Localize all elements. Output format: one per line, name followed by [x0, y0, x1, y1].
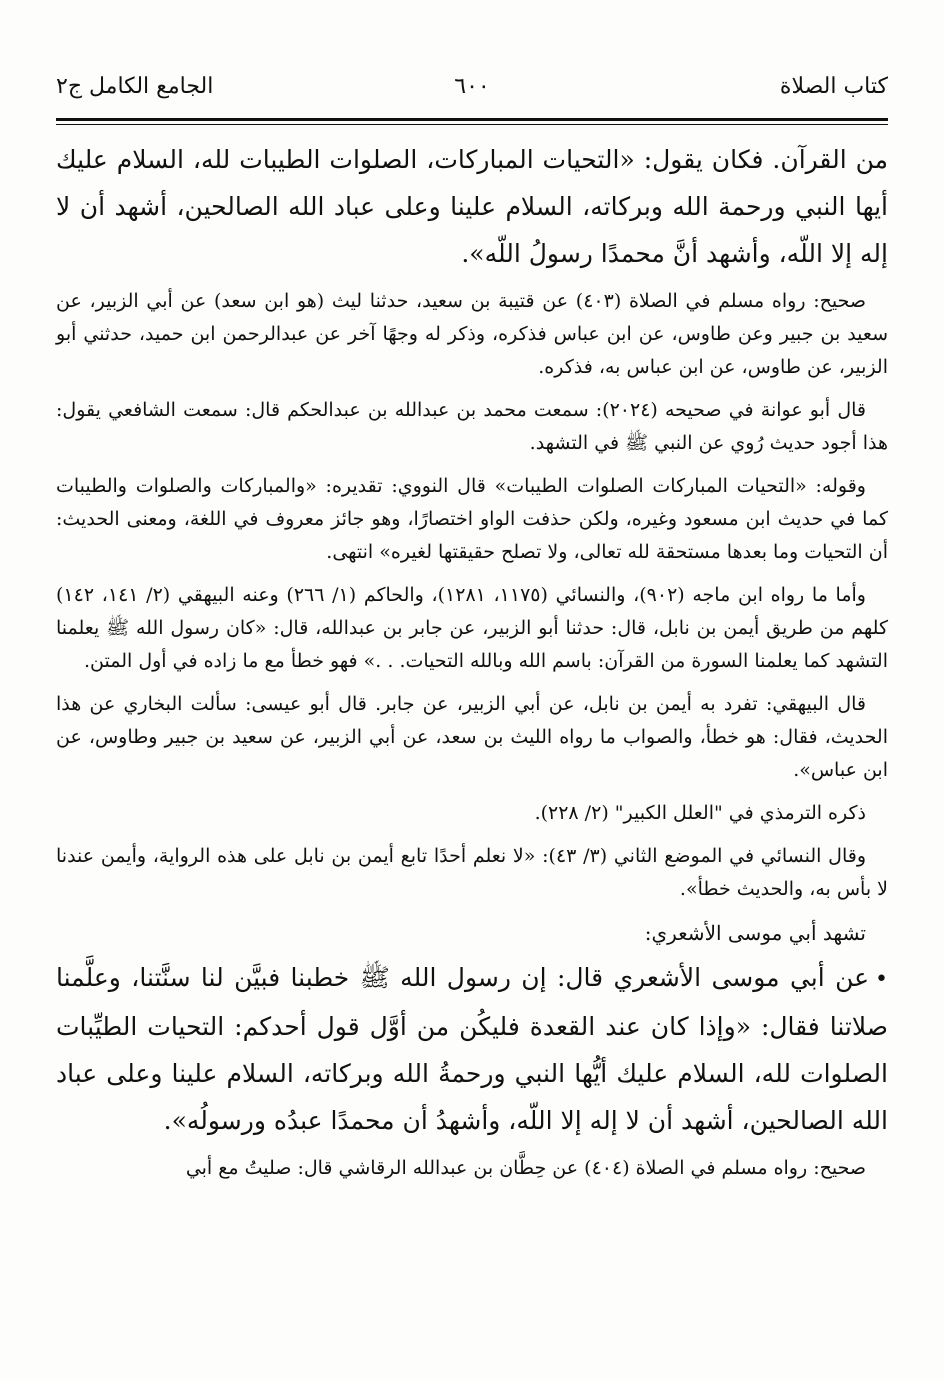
header-rule-thick — [56, 118, 888, 121]
bullet-icon: • — [875, 967, 888, 992]
book-title: كتاب الصلاة — [779, 74, 888, 99]
commentary-note: ذكره الترمذي في "العلل الكبير" (٢/ ٢٢٨). — [534, 802, 866, 824]
takhrij-note: صحيح: رواه مسلم في الصلاة (٤٠٣) عن قتيبة بن سعيد، حدثنا ليث (هو ابن سعد) عن أبي الزبير، عن سعيد بن جبير وعن طاوس، عن ابن عباس فذكره، وذكر له وجهًا آخر عن عبدالرحمن ابن حميد، حدثني أبو الزبير، عن طاوس، عن ابن عباس به، فذكره. — [56, 290, 888, 378]
hadith-text — [56, 954, 888, 1144]
section-heading: تشهد أبي موسى الأشعري: — [644, 921, 866, 945]
commentary-note: قال أبو عوانة في صحيحه (٢٠٢٤): سمعت محمد بن عبدالله بن عبدالحكم قال: سمعت الشافعي يقول: هذا أجود حديث رُوي عن النبي ﷺ في التشهد. — [56, 399, 888, 454]
running-title: الجامع الكامل ج٢ — [56, 74, 214, 99]
takhrij-note: صحيح: رواه مسلم في الصلاة (٤٠٤) عن حِطَّان بن عبدالله الرقاشي قال: صليتُ مع أبي — [185, 1157, 866, 1179]
hadith-text: من القرآن. فكان يقول: «التحيات المباركات، الصلوات الطيبات لله، السلام عليك أيها النبي ورحمة الله وبركاته، السلام علينا وعلى عباد الله الصالحين، أشهد أن لا إله إلا اللّه، وأشهد أنَّ محمدًا رسولُ اللّه». — [56, 145, 888, 268]
header-rule-thin — [56, 124, 888, 125]
page-body — [56, 136, 888, 1195]
commentary-note: وقال النسائي في الموضع الثاني (٣/ ٤٣): «لا نعلم أحدًا تابع أيمن بن نابل على هذه الرواية، وأيمن عندنا لا بأس به، والحديث خطأ». — [56, 845, 888, 900]
commentary-note: وأما ما رواه ابن ماجه (٩٠٢)، والنسائي (١١٧٥، ١٢٨١)، والحاكم (١/ ٢٦٦) وعنه البيهقي (٢/ ١٤١، ١٤٢) كلهم من طريق أيمن بن نابل، قال: حدثنا أبو الزبير، عن جابر بن عبدالله، قال: «كان رسول الله ﷺ يعلمنا التشهد كما يعلمنا السورة من القرآن: باسم الله وبالله التحيات. . .» فهو خطأ مع ما زاده في أول المتن. — [56, 584, 888, 672]
hadith-body: عن أبي موسى الأشعري قال: إن رسول الله ﷺ خطبنا فبيَّن لنا سنَّتنا، وعلَّمنا صلاتنا فقال: «وإذا كان عند القعدة فليكُن من أوَّل قول أحدكم: التحيات الطيِّبات الصلوات لله، السلام عليك أيُّها النبي ورحمةُ الله وبركاته، السلام علينا وعلى عباد الله الصالحين، أشهد أن لا إله إلا اللّه، وأشهدُ أن محمدًا عبدُه ورسولُه». — [56, 963, 888, 1135]
page-number: ٦٠٠ — [454, 74, 490, 99]
commentary-note: وقوله: «التحيات المباركات الصلوات الطيبات» قال النووي: تقديره: «والمباركات والصلوات والطيبات كما في حديث ابن مسعود وغيره، ولكن حذفت الواو اختصارًا، وهو جائز معروف في اللغة، ومعنى الحديث: أن التحيات وما بعدها مستحقة لله تعالى، ولا تصلح حقيقتها لغيره» انتهى. — [56, 475, 888, 563]
commentary-note: قال البيهقي: تفرد به أيمن بن نابل، عن أبي الزبير، عن جابر. قال أبو عيسى: سألت البخاري عن هذا الحديث، فقال: هو خطأ، والصواب ما رواه الليث بن سعد، عن أبي الزبير، عن سعيد بن جبير وطاوس، عن ابن عباس». — [56, 693, 888, 781]
page-header — [56, 74, 888, 114]
